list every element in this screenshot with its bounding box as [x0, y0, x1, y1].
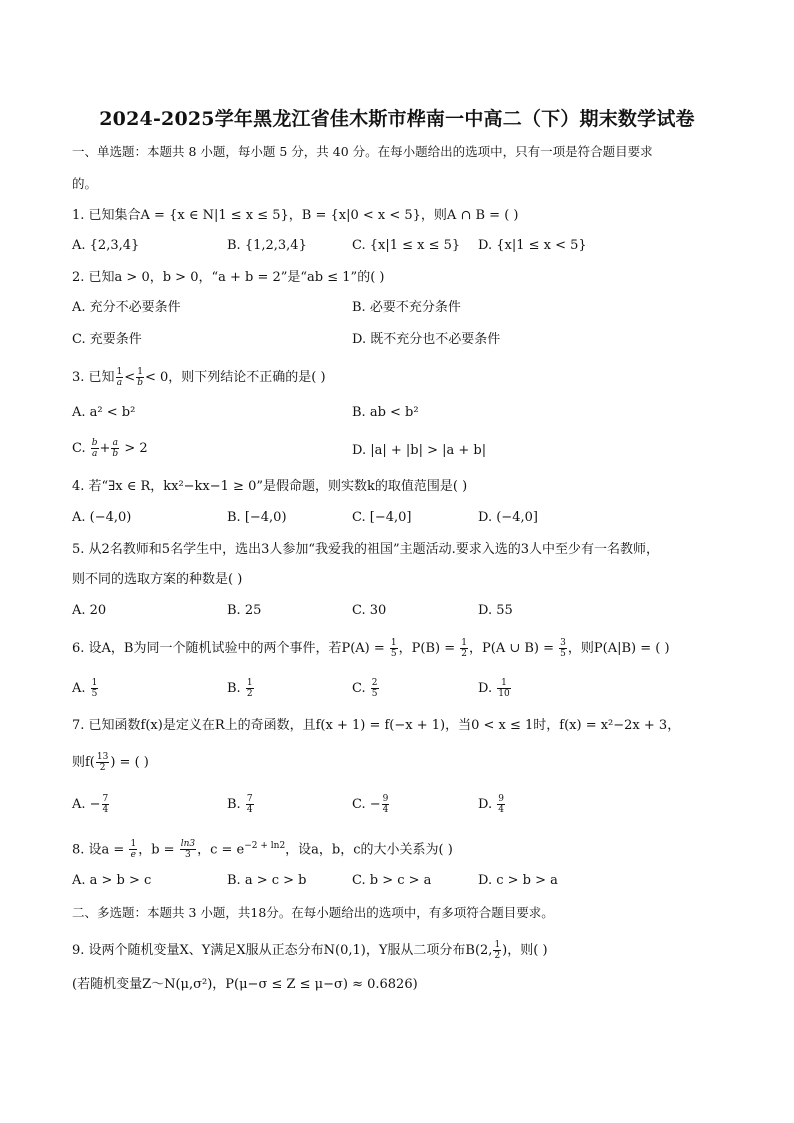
- q1-option-d: D. {x|1 ≤ x < 5}: [478, 238, 587, 253]
- q1-option-c: C. {x|1 ≤ x ≤ 5}: [352, 238, 461, 253]
- q1-option-b: B. {1,2,3,4}: [227, 238, 307, 253]
- q3-option-b: B. ab < b²: [352, 405, 419, 420]
- q2-option-d: D. 既不充分也不必要条件: [352, 332, 501, 347]
- q1-option-a: A. {2,3,4}: [72, 238, 140, 253]
- q5-option-a: A. 20: [72, 603, 107, 618]
- q1-stem: 1. 已知集合A = {x ∈ N|1 ≤ x ≤ 5}，B = {x|0 < x < 5}，则A ∩ B = ( ): [72, 208, 519, 223]
- q7-option-a: A. − $\frac{7}{4}$: [72, 794, 109, 815]
- q6-stem: 6. 设A，B为同一个随机试验中的两个事件，若P(A) = $\frac{1}{5}$ ，P(B) = $\frac{1}{2}$ ，P(A ∪ B) = $\frac{3}{5}$ ，则P(A|B) = ( ): [72, 638, 670, 659]
- fraction-1-over-a: $\frac{1}{a}$: [116, 367, 123, 388]
- q5-option-d: D. 55: [478, 603, 513, 618]
- q4-option-c: C. [−4,0]: [352, 510, 412, 525]
- q5-stem: 5. 从2名教师和5名学生中，选出3人参加“我爱我的祖国”主题活动.要求入选的3人中至少有一名教师，: [72, 542, 660, 557]
- q8-option-c: C. b > c > a: [352, 873, 432, 888]
- q8-option-a: A. a > b > c: [72, 873, 152, 888]
- q4-option-a: A. (−4,0): [72, 510, 132, 525]
- q4-option-d: D. (−4,0]: [478, 510, 538, 525]
- q5-option-b: B. 25: [227, 603, 262, 618]
- q6-option-a: A. $\frac{1}{5}$: [72, 678, 98, 699]
- q4-option-b: B. [−4,0): [227, 510, 287, 525]
- q5-option-c: C. 30: [352, 603, 387, 618]
- q2-option-b: B. 必要不充分条件: [352, 300, 461, 315]
- q8-option-b: B. a > c > b: [227, 873, 307, 888]
- q6-option-c: C. $\frac{2}{5}$: [352, 678, 378, 699]
- q2-option-a: A. 充分不必要条件: [72, 300, 181, 315]
- q3-option-a: A. a² < b²: [72, 405, 136, 420]
- q7-stem: 7. 已知函数f(x)是定义在R上的奇函数，且f(x + 1) = f(−x + 1)，当0 < x ≤ 1时，f(x) = x²−2x + 3，: [72, 718, 681, 733]
- q2-stem: 2. 已知a > 0，b > 0，“a + b = 2”是“ab ≤ 1”的( ): [72, 270, 385, 285]
- q2-option-c: C. 充要条件: [72, 332, 142, 347]
- q3-stem-pre: 3. 已知: [72, 370, 115, 385]
- fraction-1-over-b: $\frac{1}{b}$: [137, 367, 143, 388]
- q3-option-c: C. $\frac{b}{a}$ + $\frac{a}{b}$ > 2: [72, 438, 148, 459]
- q5-stem-cont: 则不同的选取方案的种数是( ): [72, 572, 243, 587]
- q7-option-d: D. $\frac{9}{4}$: [478, 794, 504, 815]
- q3-stem: 3. 已知 $\frac{1}{a}$ < $\frac{1}{b}$ < 0，则下列结论不正确的是( ): [72, 367, 326, 388]
- q7-option-c: C. − $\frac{9}{4}$: [352, 794, 389, 815]
- q9-stem: 9. 设两个随机变量X、Y满足X服从正态分布N(0,1)，Y服从二项分布B(2, $\frac{1}{2}$ )，则( ): [72, 940, 548, 961]
- page-title: 2024-2025学年黑龙江省佳木斯市桦南一中高二（下）期末数学试卷: [99, 108, 695, 130]
- q7-stem-cont: 则f( $\frac{13}{2}$ ) = ( ): [72, 752, 149, 773]
- q8-stem: 8. 设a = $\frac{1}{e}$ ，b = $\frac{\ln 3}{3}$ ，$c = e^{-2 + ln2}$，设a，b，c的大小关系为( ): [72, 839, 453, 861]
- section-two-heading: 二、多选题：本题共 3 小题，共18分。在每小题给出的选项中，有多项符合题目要求。: [72, 905, 554, 920]
- q9-note: (若随机变量Z～N(μ,σ²)，P(μ−σ ≤ Z ≤ μ−σ) ≈ 0.6826): [72, 977, 418, 992]
- q8-option-d: D. c > b > a: [478, 873, 558, 888]
- q3-option-d: D. |a| + |b| > |a + b|: [352, 443, 487, 458]
- section-one-heading-cont: 的。: [72, 176, 98, 191]
- q6-option-b: B. $\frac{1}{2}$: [227, 678, 253, 699]
- q6-option-d: D. $\frac{1}{10}$: [478, 678, 510, 699]
- q3-stem-post: ，则下列结论不正确的是( ): [168, 370, 326, 385]
- q7-option-b: B. $\frac{7}{4}$: [227, 794, 253, 815]
- q4-stem: 4. 若“∃x ∈ R，kx²−kx−1 ≥ 0”是假命题，则实数k的取值范围是( ): [72, 479, 468, 494]
- section-one-heading: 一、单选题：本题共 8 小题，每小题 5 分，共 40 分。在每小题给出的选项中，只有一项是符合题目要求: [72, 144, 653, 159]
